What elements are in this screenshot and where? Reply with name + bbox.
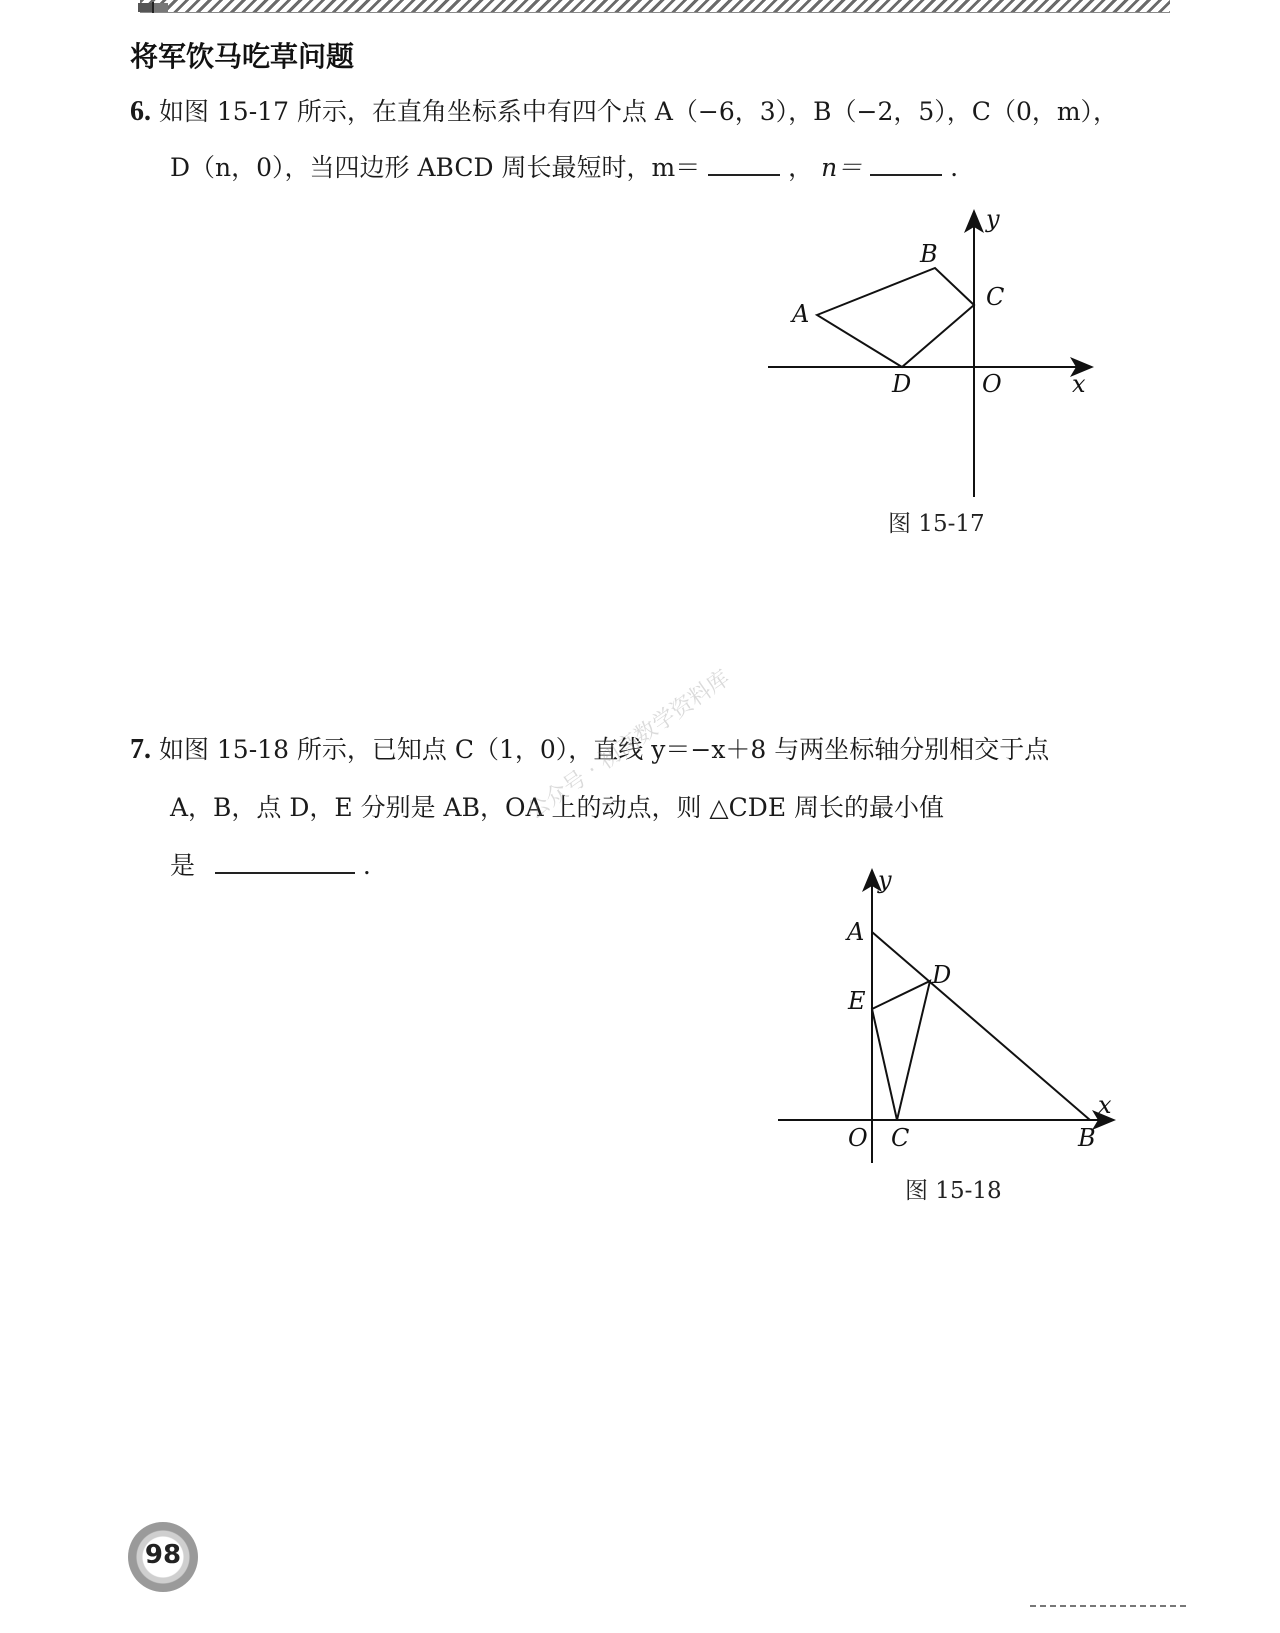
problem-6-line-2: [170, 148, 958, 184]
problem-6-number: 6.: [130, 96, 151, 127]
label-x: x: [1098, 1091, 1112, 1119]
label-x: x: [1072, 370, 1086, 398]
problem-7-statement-line-2: A，B，点 D，E 分别是 AB，OA 上的动点，则 △CDE 周长的最小值: [170, 793, 945, 822]
problem-7-statement-line-3: 是: [170, 851, 196, 880]
figure-15-17-caption: 图 15-17: [888, 511, 985, 537]
quadrilateral-ABCD: [817, 268, 974, 367]
label-O: O: [982, 370, 1002, 398]
separator: ，: [788, 153, 814, 182]
period: .: [362, 851, 371, 880]
answer-blank-m[interactable]: [708, 152, 780, 176]
problem-7-line-3: [170, 846, 371, 882]
answer-blank-perimeter[interactable]: [215, 850, 355, 874]
n-label: n＝: [821, 153, 863, 182]
label-B: B: [920, 240, 938, 268]
problem-6-statement-line-1: 如图 15-17 所示，在直角坐标系中有四个点 A（−6，3），B（−2，5），C（0，m），: [158, 97, 1119, 126]
watermark: 公众号 · 初高数学资料库: [522, 665, 735, 825]
label-D: D: [892, 370, 912, 398]
figure-15-18: [770, 868, 1130, 1173]
label-y: y: [986, 205, 1000, 233]
problem-7-number: 7.: [130, 734, 151, 765]
problem-6: [130, 92, 1130, 192]
page-number-badge: [128, 1522, 198, 1592]
answer-blank-n[interactable]: [870, 152, 942, 176]
triangle-CDE: [872, 981, 930, 1120]
section-title: 将军饮马吃草问题: [130, 40, 355, 73]
label-B: B: [1078, 1124, 1096, 1152]
label-A: A: [792, 300, 810, 328]
label-E: E: [848, 987, 866, 1015]
page-number: 98: [144, 1540, 182, 1570]
footer-decorative-line: [1030, 1605, 1190, 1607]
label-A: A: [847, 918, 865, 946]
figure-15-17: [760, 205, 1120, 505]
problem-6-statement-line-2: D（n，0），当四边形 ABCD 周长最短时，m＝: [170, 153, 701, 182]
problem-6-line-1: [130, 92, 1118, 128]
top-decorative-border: [140, 0, 1170, 13]
label-D: D: [932, 961, 952, 989]
figure-15-18-caption: 图 15-18: [905, 1178, 1002, 1204]
label-y: y: [878, 868, 892, 894]
label-C: C: [986, 283, 1005, 311]
period: .: [950, 153, 959, 182]
book-icon: [136, 0, 172, 14]
label-C: C: [891, 1124, 910, 1152]
label-O: O: [848, 1124, 868, 1152]
problem-7-statement-line-1: 如图 15-18 所示，已知点 C（1，0），直线 y＝−x＋8 与两坐标轴分别相交于点: [158, 735, 1050, 764]
